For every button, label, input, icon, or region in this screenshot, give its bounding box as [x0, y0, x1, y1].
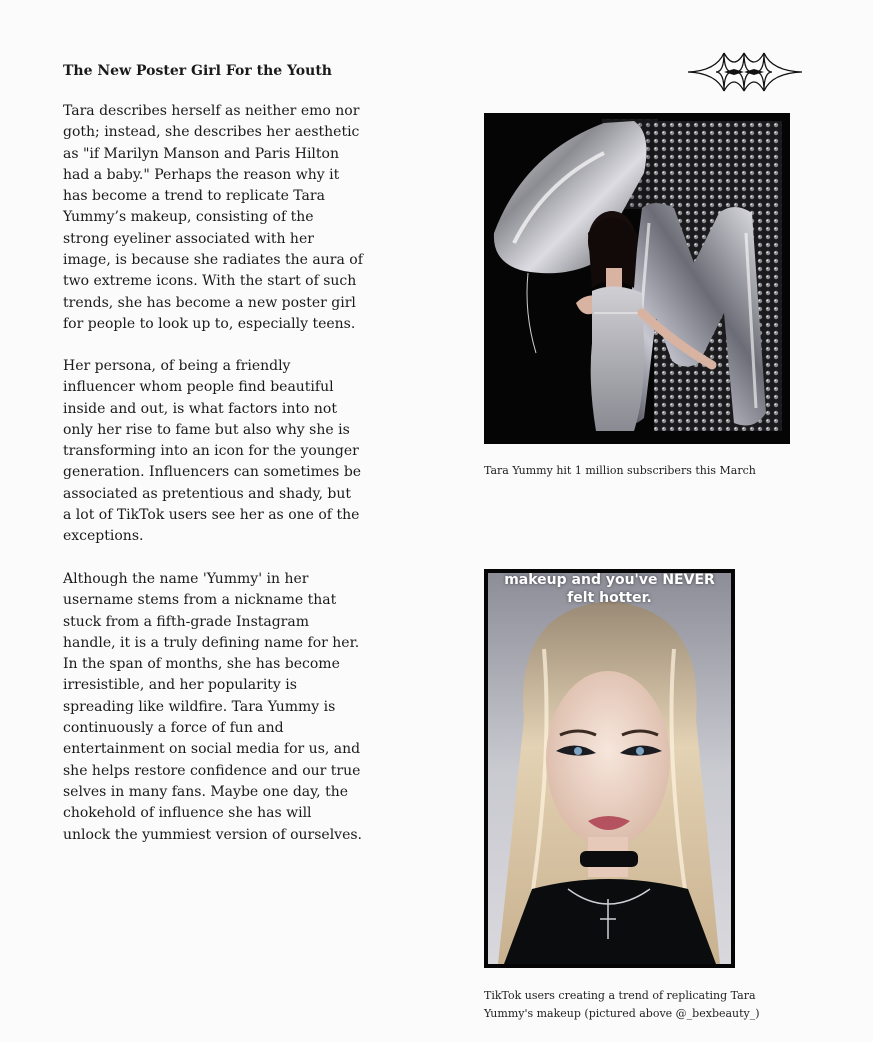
article-heading: The New Poster Girl For the Youth	[63, 63, 332, 79]
article-paragraph-2: Her persona, of being a friendly influencer whom people find beautiful inside and out, is what factors into not only her rise to fame but also why she is transforming into an icon for the younger generation. Influencers can sometimes be associated as pretentious and shady, but a lot of TikTok users see her as one of the exceptions.	[63, 358, 362, 545]
video-overlay-text-line-2: felt hotter.	[567, 590, 652, 606]
photo-caption-1: Tara Yummy hit 1 million subscribers this March	[484, 464, 756, 477]
sparkle-ornament-icon	[686, 49, 804, 95]
article-paragraph-3: Although the name 'Yummy' in her username stems from a nickname that stuck from a fifth-grade Instagram handle, it is a truly defining name for her. In the span of months, she has become irresistible, and her popularity is spreading like wildfire. Tara Yummy is continuously a force of fun and entertainment on social media for us, and she helps restore confidence and our true selves in many fans. Maybe one day, the chokehold of influence she has will unlock the yummiest version of ourselves.	[63, 571, 363, 843]
photo-balloons	[484, 113, 790, 444]
photo-makeup-trend	[484, 569, 735, 968]
photo-caption-2: TikTok users creating a trend of replicating Tara Yummy's makeup (pictured above @_bexbeauty_)	[484, 989, 760, 1020]
video-overlay-text-line-1: makeup and you've NEVER	[504, 572, 715, 588]
article-paragraph-1: Tara describes herself as neither emo nor goth; instead, she describes her aesthetic as "if Marilyn Manson and Paris Hilton had a baby." Perhaps the reason why it has become a trend to replicate Tara Yummy’s makeup, consisting of the strong eyeliner associated with her image, is because she radiates the aura of two extreme icons. With the start of such trends, she has become a new poster girl for people to look up to, especially teens.	[63, 103, 363, 332]
